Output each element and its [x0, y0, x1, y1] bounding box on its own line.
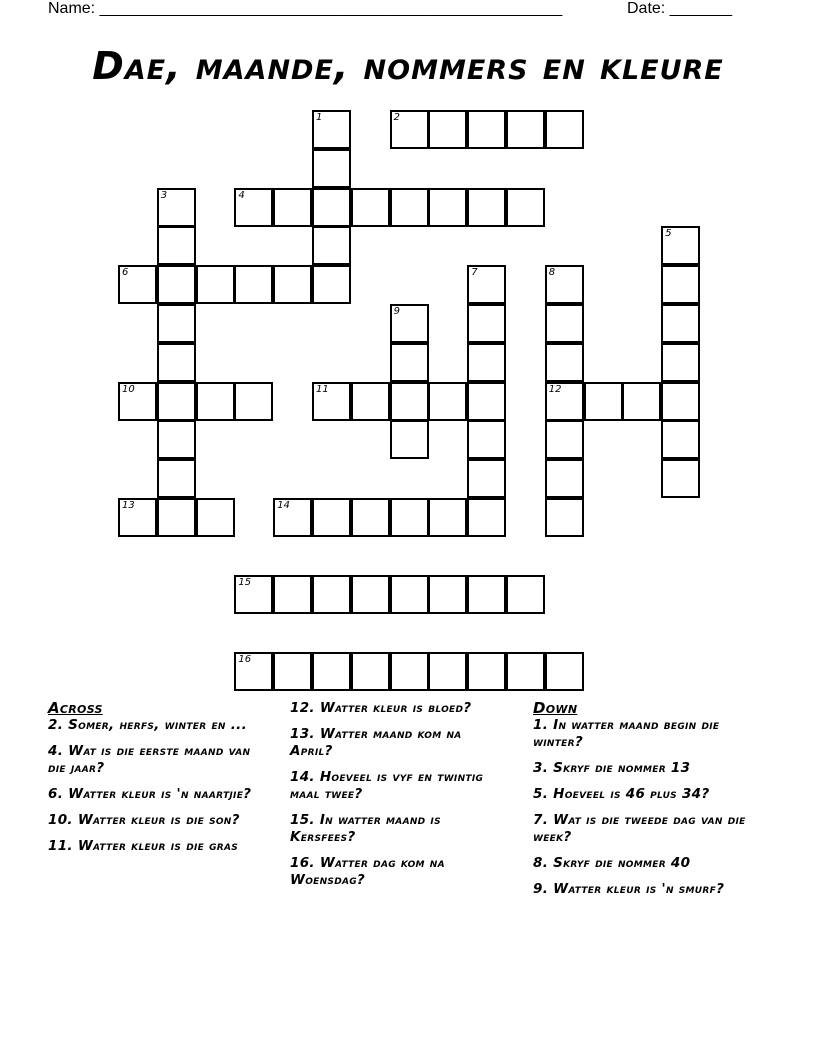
grid-cell[interactable] — [312, 382, 351, 421]
clue-number: 10 — [122, 383, 135, 395]
grid-cell[interactable] — [661, 382, 700, 421]
clue-number: 7 — [471, 267, 478, 279]
grid-cell[interactable] — [273, 265, 312, 304]
grid-cell[interactable] — [545, 382, 584, 421]
grid-cell[interactable] — [312, 265, 351, 304]
grid-cell[interactable] — [118, 265, 157, 304]
clue-across-12: 12. Watter kleur is bloed? — [290, 700, 472, 716]
grid-cell[interactable] — [428, 575, 467, 614]
grid-cell[interactable] — [467, 498, 506, 537]
down-clues-column — [533, 700, 753, 907]
grid-cell[interactable] — [467, 265, 506, 304]
grid-cell[interactable] — [157, 265, 196, 304]
page-title: Dae, maande, nommers en kleure — [92, 44, 724, 88]
grid-cell[interactable] — [312, 652, 351, 691]
grid-cell[interactable] — [622, 382, 661, 421]
grid-cell[interactable] — [351, 575, 390, 614]
clue-down-7: 7. Wat is die tweede dag van die week? — [533, 812, 746, 845]
grid-cell[interactable] — [157, 188, 196, 227]
clue-down-5: 5. Hoeveel is 46 plus 34? — [533, 786, 710, 802]
grid-cell[interactable] — [273, 652, 312, 691]
clue-number: 11 — [316, 383, 329, 395]
grid-cell[interactable] — [390, 304, 429, 343]
grid-cell[interactable] — [351, 382, 390, 421]
grid-cell[interactable] — [506, 188, 545, 227]
name-line[interactable]: Name: ____________________________________________________ — [48, 0, 563, 17]
grid-cell[interactable] — [312, 188, 351, 227]
clue-number: 9 — [393, 306, 400, 317]
grid-cell[interactable] — [312, 226, 351, 265]
grid-cell[interactable] — [273, 498, 312, 537]
grid-cell[interactable] — [390, 652, 429, 691]
date-line[interactable]: Date: _______ — [627, 0, 732, 17]
grid-cell[interactable] — [661, 343, 700, 382]
clue-number: 6 — [122, 267, 129, 279]
across-heading: Across — [48, 699, 103, 717]
clue-across-15: 15. In watter maand is Kersfees? — [290, 812, 441, 845]
grid-cell[interactable] — [467, 304, 506, 343]
grid-cell[interactable] — [351, 652, 390, 691]
clue-down-9: 9. Watter kleur is 'n smurf? — [533, 881, 725, 897]
grid-cell[interactable] — [390, 343, 429, 382]
clue-down-8: 8. Skryf die nommer 40 — [533, 855, 691, 871]
clue-across-4: 4. Wat is die eerste maand van die jaar? — [48, 743, 251, 776]
grid-cell[interactable] — [390, 575, 429, 614]
grid-cell[interactable] — [234, 575, 273, 614]
clue-number: 13 — [122, 500, 135, 511]
grid-cell[interactable] — [351, 498, 390, 537]
clue-across-2: 2. Somer, herfs, winter en ... — [48, 717, 248, 733]
grid-cell[interactable] — [273, 188, 312, 227]
grid-cell[interactable] — [506, 575, 545, 614]
grid-cell[interactable] — [584, 382, 623, 421]
grid-cell[interactable] — [545, 343, 584, 382]
grid-cell[interactable] — [312, 575, 351, 614]
grid-cell[interactable] — [390, 498, 429, 537]
clue-across-16: 16. Watter dag kom na Woensdag? — [290, 855, 445, 888]
grid-cell[interactable] — [467, 575, 506, 614]
grid-cell[interactable] — [545, 110, 584, 149]
grid-cell[interactable] — [661, 459, 700, 498]
grid-cell[interactable] — [545, 459, 584, 498]
grid-cell[interactable] — [545, 498, 584, 537]
clue-number: 16 — [238, 654, 252, 665]
grid-cell[interactable] — [661, 304, 700, 343]
clue-number: 12 — [548, 383, 562, 395]
grid-cell[interactable] — [467, 382, 506, 421]
grid-cell[interactable] — [428, 110, 467, 149]
grid-cell[interactable] — [196, 265, 235, 304]
grid-cell[interactable] — [157, 343, 196, 382]
clue-across-11: 11. Watter kleur is die gras — [48, 838, 239, 854]
grid-cell[interactable] — [506, 110, 545, 149]
grid-cell[interactable] — [312, 149, 351, 188]
grid-cell[interactable] — [157, 382, 196, 421]
clue-across-6: 6. Watter kleur is 'n naartjie? — [48, 786, 252, 802]
clue-number: 5 — [665, 228, 672, 240]
grid-cell[interactable] — [467, 459, 506, 498]
grid-cell[interactable] — [545, 420, 584, 459]
grid-cell[interactable] — [157, 459, 196, 498]
grid-cell[interactable] — [234, 382, 273, 421]
across-clues-column — [48, 700, 263, 864]
grid-cell[interactable] — [467, 343, 506, 382]
grid-cell[interactable] — [467, 420, 506, 459]
grid-cell[interactable] — [157, 304, 196, 343]
grid-cell[interactable] — [467, 110, 506, 149]
grid-cell[interactable] — [467, 652, 506, 691]
grid-cell[interactable] — [506, 652, 545, 691]
grid-cell[interactable] — [428, 382, 467, 421]
grid-cell[interactable] — [661, 265, 700, 304]
clue-down-1: 1. In watter maand begin die winter? — [533, 717, 720, 750]
across-clues-column-2 — [290, 700, 505, 898]
clue-down-3: 3. Skryf die nommer 13 — [533, 760, 691, 776]
grid-cell[interactable] — [390, 420, 429, 459]
grid-cell[interactable] — [428, 188, 467, 227]
clue-number: 8 — [548, 267, 556, 279]
clue-number: 15 — [238, 577, 252, 588]
grid-cell[interactable] — [234, 188, 273, 227]
clue-number: 2 — [393, 112, 400, 123]
grid-cell[interactable] — [196, 382, 235, 421]
grid-cell[interactable] — [234, 652, 273, 691]
grid-cell[interactable] — [312, 110, 351, 149]
grid-cell[interactable] — [118, 382, 157, 421]
grid-cell[interactable] — [312, 498, 351, 537]
grid-cell[interactable] — [467, 188, 506, 227]
grid-cell[interactable] — [545, 652, 584, 691]
grid-cell[interactable] — [390, 382, 429, 421]
grid-cell[interactable] — [661, 420, 700, 459]
grid-cell[interactable] — [196, 498, 235, 537]
clue-number: 14 — [277, 500, 290, 511]
grid-cell[interactable] — [545, 265, 584, 304]
grid-cell[interactable] — [157, 226, 196, 265]
grid-cell[interactable] — [390, 188, 429, 227]
grid-cell[interactable] — [118, 498, 157, 537]
grid-cell[interactable] — [351, 188, 390, 227]
clue-number: 4 — [238, 189, 245, 201]
grid-cell[interactable] — [157, 420, 196, 459]
clue-number: 1 — [316, 112, 323, 123]
clue-number: 3 — [160, 189, 168, 201]
grid-cell[interactable] — [390, 110, 429, 149]
grid-cell[interactable] — [234, 265, 273, 304]
clue-across-10: 10. Watter kleur is die son? — [48, 812, 240, 828]
grid-cell[interactable] — [273, 575, 312, 614]
clue-across-14: 14. Hoeveel is vyf en twintig maal twee? — [290, 769, 484, 802]
grid-cell[interactable] — [545, 304, 584, 343]
grid-cell[interactable] — [157, 498, 196, 537]
down-heading: Down — [533, 699, 578, 717]
grid-cell[interactable] — [428, 652, 467, 691]
grid-cell[interactable] — [661, 226, 700, 265]
clue-across-13: 13. Watter maand kom na April? — [290, 726, 462, 759]
grid-cell[interactable] — [428, 498, 467, 537]
